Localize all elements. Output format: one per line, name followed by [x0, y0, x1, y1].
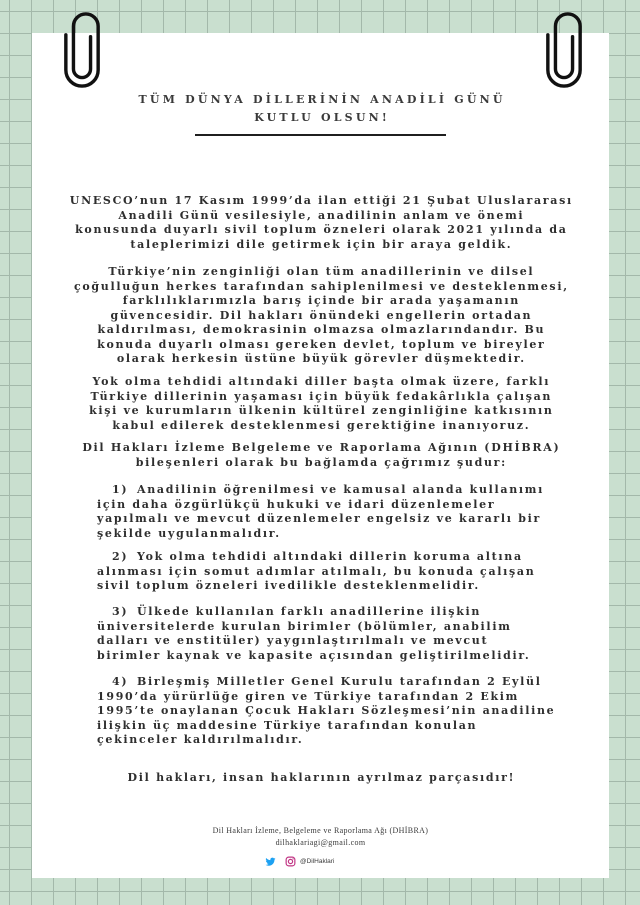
demand-line: ilişkin üç maddesine Türkiye tarafından konulan: [97, 718, 478, 732]
paragraph-line: kabul edilerek desteklenmesi gerektiğine inanıyoruz.: [112, 418, 531, 432]
title-line: TÜM DÜNYA DİLLERİNİN ANADİLİ GÜNÜ: [138, 93, 506, 106]
demand-line: alınması için somut adımlar atılmalı, bu konuda çalışan: [97, 564, 536, 578]
paragraph-diversity: [32, 265, 609, 367]
twitter-icon: [265, 857, 276, 867]
paragraph-line: UNESCO’nun 17 Kasım 1999’da ilan ettiği 21 Şubat Uluslararası: [69, 194, 573, 207]
left-paperclip-icon: [61, 12, 103, 88]
demand-line: birimler kaynak ve kapasite açısından geliştirilmelidir.: [97, 648, 531, 662]
page-title: [32, 91, 609, 127]
demand-first-line: [97, 483, 607, 498]
demand-first-line: [97, 675, 607, 690]
demand-line-text: Birleşmiş Milletler Genel Kurulu tarafından 2 Eylül: [137, 675, 542, 688]
paragraph-line: konuda duyarlı olması gereken devlet, toplum ve bireyler: [97, 337, 546, 351]
social-handle: @DilHaklari: [300, 858, 335, 865]
demand-item-4: [97, 675, 607, 748]
closing-line: Dil hakları, insan haklarının ayrılmaz parçasıdır!: [127, 771, 516, 784]
paragraph-line: güvencesidir. Dil hakları önündeki engellerin ortadan: [110, 308, 533, 322]
paragraph-line: taleplerimizi dile getirmek için bir araya geldik.: [130, 237, 513, 251]
paragraph-line: bileşenleri olarak bu bağlamda çağrımız şudur:: [135, 455, 507, 469]
demand-number: 2): [112, 550, 129, 563]
paragraph-intro: [32, 194, 609, 252]
demand-line: çekinceler kaldırılmalıdır.: [97, 733, 304, 746]
demand-number: 3): [112, 605, 129, 618]
paragraph-line: Dil Hakları İzleme Belgeleme ve Raporlama Ağının (DHİBRA): [82, 441, 561, 454]
demand-line: sivil toplum özneleri ivedilikle desteklenmelidir.: [97, 579, 480, 592]
footer-organization: Dil Hakları İzleme, Belgeleme ve Raporlama Ağı (DHİBRA): [212, 826, 429, 835]
paragraph-line: farklılıklarımızla barış içinde bir arada yaşamanın: [122, 294, 520, 307]
paragraph-line: olarak herkesin üstüne büyük görevler düşmektedir.: [116, 352, 526, 365]
closing-statement: [32, 771, 609, 786]
demand-line: yapılmalı ve mevcut düzenlemeler engelsiz ve kararlı bir: [97, 512, 541, 525]
demand-line: için daha özgürlükçü hukuki ve idari düzenlemeler: [97, 497, 496, 511]
demand-line-text: Yok olma tehdidi altındaki dillerin koruma altına: [137, 550, 523, 563]
demand-line-text: Ülkede kullanılan farklı anadillerine ilişkin: [137, 605, 482, 618]
demand-first-line: [97, 550, 607, 565]
right-paperclip-icon: [543, 12, 585, 88]
footer-email: dilhaklariagi@gmail.com: [275, 838, 366, 847]
paragraph-line: konusunda duyarlı sivil toplum özneleri olarak 2021 yılında da: [75, 223, 568, 236]
demand-line-text: Anadilinin öğrenilmesi ve kamusal alanda kullanımı: [137, 483, 545, 496]
demand-number: 4): [112, 675, 129, 688]
demand-line: üniversitelerde kurulan birimler (bölümler, anabilim: [97, 619, 512, 633]
demand-number: 1): [112, 483, 129, 496]
paragraph-line: Yok olma tehdidi altındaki diller başta olmak üzere, farklı: [92, 375, 551, 388]
demand-item-2: [97, 550, 607, 594]
demand-item-1: [97, 483, 607, 541]
title-line: KUTLU OLSUN!: [254, 111, 390, 124]
demand-item-3: [97, 605, 607, 663]
paragraph-call-intro: [32, 441, 609, 470]
paragraph-line: kişi ve kurumların ülkenin kültürel zenginliğine katkısının: [89, 404, 554, 417]
paragraph-endangered-languages: [32, 375, 609, 433]
demand-line: 1995’te onaylanan Çocuk Hakları Sözleşmesi’nin anadiline: [97, 704, 556, 717]
demand-line: 1990’da yürürlüğe giren ve Türkiye tarafından 2 Ekim: [97, 689, 520, 703]
instagram-icon: [285, 856, 296, 867]
paragraph-line: Türkiye’nin zenginliği olan tüm anadillerinin ve dilsel: [108, 265, 535, 278]
demand-line: şekilde uygulanmalıdır.: [97, 526, 281, 540]
demand-line: dalları ve enstitüler) yaygınlaştırılmalı ve mevcut: [97, 634, 489, 647]
demand-first-line: [97, 605, 607, 620]
paragraph-line: kaldırılması, demokrasinin olmazsa olmazlarındandır. Bu: [97, 323, 546, 336]
paragraph-line: Türkiye dillerinin yaşaması için büyük fedakârlıkla çalışan: [90, 389, 553, 403]
title-divider: [195, 134, 446, 136]
paragraph-line: çoğulluğun herkes tarafından sahiplenilmesi ve desteklenmesi,: [73, 279, 569, 293]
paragraph-line: Anadili Günü vesilesiyle, anadilinin anlam ve önemi: [118, 208, 525, 222]
